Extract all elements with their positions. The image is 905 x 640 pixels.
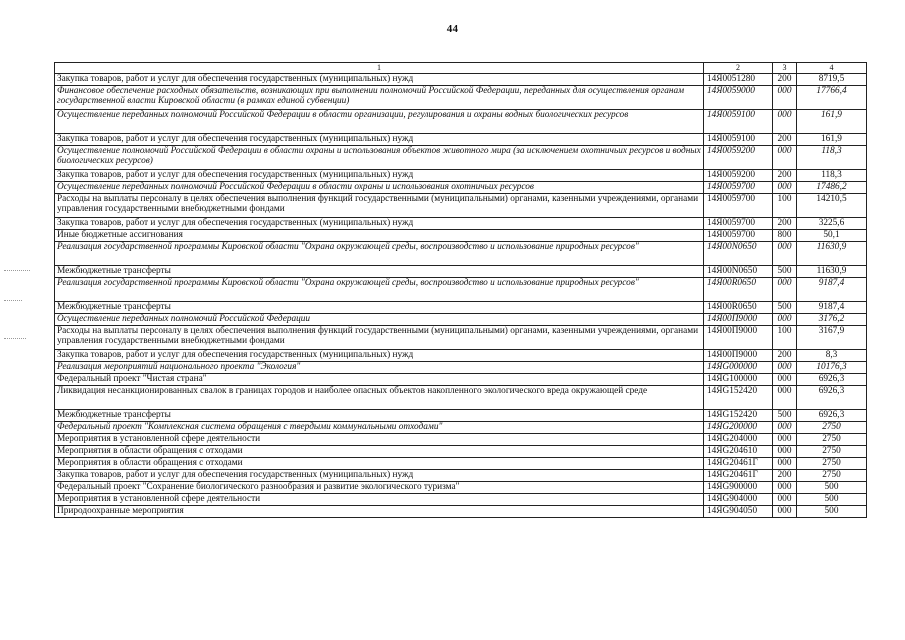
row-name-cell: Иные бюджетные ассигнования <box>55 230 704 242</box>
row-amount-cell: 118,3 <box>797 146 867 170</box>
row-type-cell: 000 <box>773 482 797 494</box>
row-type-cell: 200 <box>773 134 797 146</box>
row-amount-cell: 6926,3 <box>797 374 867 386</box>
row-amount-cell: 6926,3 <box>797 410 867 422</box>
table-row <box>55 218 867 230</box>
row-type-cell: 000 <box>773 182 797 194</box>
row-amount-cell: 9187,4 <box>797 278 867 302</box>
row-code-cell: 14Я00R0650 <box>704 302 773 314</box>
row-code-cell: 14ЯG904000 <box>704 494 773 506</box>
row-type-cell: 200 <box>773 74 797 86</box>
row-name-cell: Мероприятия в установленной сфере деятельности <box>55 494 704 506</box>
row-amount-cell: 3176,2 <box>797 314 867 326</box>
row-name-cell: Реализация мероприятий национального проекта "Экология" <box>55 362 704 374</box>
row-name-cell: Расходы на выплаты персоналу в целях обеспечения выполнения функций государственными (муниципальными) органами, казенными учреждениями, органами управления государственными внебюджетными фондами <box>55 194 704 218</box>
column-header-amount: 4 <box>797 63 867 74</box>
row-code-cell: 14Я00N0650 <box>704 266 773 278</box>
table-header-row <box>55 63 867 74</box>
row-amount-cell: 11630,9 <box>797 266 867 278</box>
row-code-cell: 14ЯG152420 <box>704 410 773 422</box>
row-code-cell: 14Я00П9000 <box>704 326 773 350</box>
budget-table <box>54 62 867 518</box>
row-code-cell: 14Я0059100 <box>704 134 773 146</box>
row-type-cell: 200 <box>773 218 797 230</box>
table-row <box>55 302 867 314</box>
row-amount-cell: 118,3 <box>797 170 867 182</box>
column-header-code: 2 <box>704 63 773 74</box>
row-amount-cell: 2750 <box>797 470 867 482</box>
table-row <box>55 362 867 374</box>
row-type-cell: 000 <box>773 278 797 302</box>
row-name-cell: Мероприятия в области обращения с отходами <box>55 446 704 458</box>
table-row <box>55 506 867 518</box>
row-name-cell: Закупка товаров, работ и услуг для обеспечения государственных (муниципальных) нужд <box>55 170 704 182</box>
row-code-cell: 14Я0059000 <box>704 86 773 110</box>
table-row <box>55 446 867 458</box>
row-type-cell: 200 <box>773 170 797 182</box>
table-row <box>55 170 867 182</box>
row-amount-cell: 2750 <box>797 458 867 470</box>
row-name-cell: Мероприятия в установленной сфере деятельности <box>55 434 704 446</box>
table-row <box>55 230 867 242</box>
row-type-cell: 500 <box>773 266 797 278</box>
row-type-cell: 000 <box>773 506 797 518</box>
row-name-cell: Федеральный проект "Чистая страна" <box>55 374 704 386</box>
table-row <box>55 386 867 410</box>
row-amount-cell: 500 <box>797 482 867 494</box>
row-type-cell: 000 <box>773 434 797 446</box>
row-code-cell: 14ЯG100000 <box>704 374 773 386</box>
table-row <box>55 350 867 362</box>
row-code-cell: 14Я00N0650 <box>704 242 773 266</box>
row-code-cell: 14ЯG20461Г <box>704 458 773 470</box>
table-row <box>55 266 867 278</box>
row-name-cell: Закупка товаров, работ и услуг для обеспечения государственных (муниципальных) нужд <box>55 218 704 230</box>
table-row <box>55 182 867 194</box>
row-code-cell: 14Я0059700 <box>704 194 773 218</box>
row-code-cell: 14Я0059200 <box>704 170 773 182</box>
row-code-cell: 14Я00R0650 <box>704 278 773 302</box>
row-name-cell: Расходы на выплаты персоналу в целях обеспечения выполнения функций государственными (муниципальными) органами, казенными учреждениями, органами управления государственными внебюджетными фондами <box>55 326 704 350</box>
table-row <box>55 434 867 446</box>
table-row <box>55 74 867 86</box>
row-code-cell: 14ЯG204610 <box>704 446 773 458</box>
row-code-cell: 14Я0059700 <box>704 230 773 242</box>
table-row <box>55 422 867 434</box>
row-type-cell: 000 <box>773 146 797 170</box>
row-name-cell: Реализация государственной программы Кировской области "Охрана окружающей среды, воспроизводство и использование природных ресурсов" <box>55 242 704 266</box>
row-type-cell: 000 <box>773 374 797 386</box>
row-type-cell: 500 <box>773 410 797 422</box>
row-amount-cell: 10176,3 <box>797 362 867 374</box>
row-code-cell: 14Я0059700 <box>704 218 773 230</box>
row-name-cell: Осуществление полномочий Российской Федерации в области охраны и использования объектов животного мира (за исключением охотничьих ресурсов и водных биологических ресурсов) <box>55 146 704 170</box>
table-row <box>55 314 867 326</box>
row-amount-cell: 500 <box>797 506 867 518</box>
row-type-cell: 500 <box>773 302 797 314</box>
row-amount-cell: 2750 <box>797 422 867 434</box>
table-row <box>55 242 867 266</box>
row-type-cell: 800 <box>773 230 797 242</box>
row-name-cell: Мероприятия в области обращения с отходами <box>55 458 704 470</box>
table-row <box>55 482 867 494</box>
row-amount-cell: 8719,5 <box>797 74 867 86</box>
row-name-cell: Ликвидация несанкционированных свалок в границах городов и наиболее опасных объектов накопленного экологического вреда окружающей среде <box>55 386 704 410</box>
row-name-cell: Финансовое обеспечение расходных обязательств, возникающих при выполнении полномочий Российской Федерации, переданных для осуществления органам государственной власти Кировской области (в рамках единой субвенции) <box>55 86 704 110</box>
row-type-cell: 000 <box>773 242 797 266</box>
row-code-cell: 14Я00П9000 <box>704 350 773 362</box>
row-type-cell: 000 <box>773 86 797 110</box>
row-name-cell: Межбюджетные трансферты <box>55 410 704 422</box>
table-row <box>55 134 867 146</box>
row-name-cell: Природоохранные мероприятия <box>55 506 704 518</box>
row-code-cell: 14ЯG152420 <box>704 386 773 410</box>
scan-artifact <box>4 270 30 271</box>
row-type-cell: 100 <box>773 326 797 350</box>
row-amount-cell: 2750 <box>797 446 867 458</box>
row-type-cell: 000 <box>773 110 797 134</box>
table-row <box>55 278 867 302</box>
row-name-cell: Закупка товаров, работ и услуг для обеспечения государственных (муниципальных) нужд <box>55 74 704 86</box>
row-amount-cell: 3167,9 <box>797 326 867 350</box>
row-code-cell: 14Я0059200 <box>704 146 773 170</box>
table-row <box>55 494 867 506</box>
table-row <box>55 110 867 134</box>
row-name-cell: Межбюджетные трансферты <box>55 302 704 314</box>
row-name-cell: Закупка товаров, работ и услуг для обеспечения государственных (муниципальных) нужд <box>55 134 704 146</box>
table-row <box>55 326 867 350</box>
row-type-cell: 000 <box>773 494 797 506</box>
page-number: 44 <box>446 23 459 35</box>
row-amount-cell: 17486,2 <box>797 182 867 194</box>
scan-artifact <box>4 338 26 339</box>
row-type-cell: 000 <box>773 362 797 374</box>
row-name-cell: Закупка товаров, работ и услуг для обеспечения государственных (муниципальных) нужд <box>55 470 704 482</box>
row-amount-cell: 2750 <box>797 434 867 446</box>
row-type-cell: 200 <box>773 470 797 482</box>
row-type-cell: 000 <box>773 422 797 434</box>
table-row <box>55 86 867 110</box>
scan-artifact <box>4 300 22 301</box>
table-row <box>55 194 867 218</box>
row-code-cell: 14Я0051280 <box>704 74 773 86</box>
row-amount-cell: 8,3 <box>797 350 867 362</box>
row-name-cell: Реализация государственной программы Кировской области "Охрана окружающей среды, воспроизводство и использование природных ресурсов" <box>55 278 704 302</box>
row-code-cell: 14ЯG20461Г <box>704 470 773 482</box>
row-type-cell: 100 <box>773 194 797 218</box>
row-code-cell: 14Я0059100 <box>704 110 773 134</box>
row-amount-cell: 11630,9 <box>797 242 867 266</box>
row-amount-cell: 17766,4 <box>797 86 867 110</box>
row-amount-cell: 3225,6 <box>797 218 867 230</box>
row-name-cell: Осуществление переданных полномочий Российской Федерации в области охраны и использования охотничьих ресурсов <box>55 182 704 194</box>
row-type-cell: 000 <box>773 446 797 458</box>
row-type-cell: 200 <box>773 350 797 362</box>
table-row <box>55 458 867 470</box>
row-type-cell: 000 <box>773 458 797 470</box>
table-body <box>55 74 867 518</box>
row-code-cell: 14ЯG200000 <box>704 422 773 434</box>
column-header-name: 1 <box>55 63 704 74</box>
row-name-cell: Закупка товаров, работ и услуг для обеспечения государственных (муниципальных) нужд <box>55 350 704 362</box>
row-code-cell: 14ЯG900000 <box>704 482 773 494</box>
row-amount-cell: 14210,5 <box>797 194 867 218</box>
row-code-cell: 14ЯG904050 <box>704 506 773 518</box>
table-row <box>55 470 867 482</box>
table-row <box>55 374 867 386</box>
row-code-cell: 14ЯG000000 <box>704 362 773 374</box>
row-code-cell: 14Я0059700 <box>704 182 773 194</box>
row-amount-cell: 6926,3 <box>797 386 867 410</box>
table-row <box>55 410 867 422</box>
row-amount-cell: 50,1 <box>797 230 867 242</box>
row-name-cell: Федеральный проект "Сохранение биологического разнообразия и развитие экологического туризма" <box>55 482 704 494</box>
row-type-cell: 000 <box>773 314 797 326</box>
row-name-cell: Федеральный проект "Комплексная система обращения с твердыми коммунальными отходами" <box>55 422 704 434</box>
row-name-cell: Осуществление переданных полномочий Российской Федерации <box>55 314 704 326</box>
row-name-cell: Межбюджетные трансферты <box>55 266 704 278</box>
column-header-type: 3 <box>773 63 797 74</box>
row-name-cell: Осуществление переданных полномочий Российской Федерации в области организации, регулирования и охраны водных биологических ресурсов <box>55 110 704 134</box>
row-amount-cell: 9187,4 <box>797 302 867 314</box>
row-amount-cell: 500 <box>797 494 867 506</box>
row-code-cell: 14Я00П9000 <box>704 314 773 326</box>
row-type-cell: 000 <box>773 386 797 410</box>
table-row <box>55 146 867 170</box>
row-amount-cell: 161,9 <box>797 134 867 146</box>
row-code-cell: 14ЯG204000 <box>704 434 773 446</box>
row-amount-cell: 161,9 <box>797 110 867 134</box>
